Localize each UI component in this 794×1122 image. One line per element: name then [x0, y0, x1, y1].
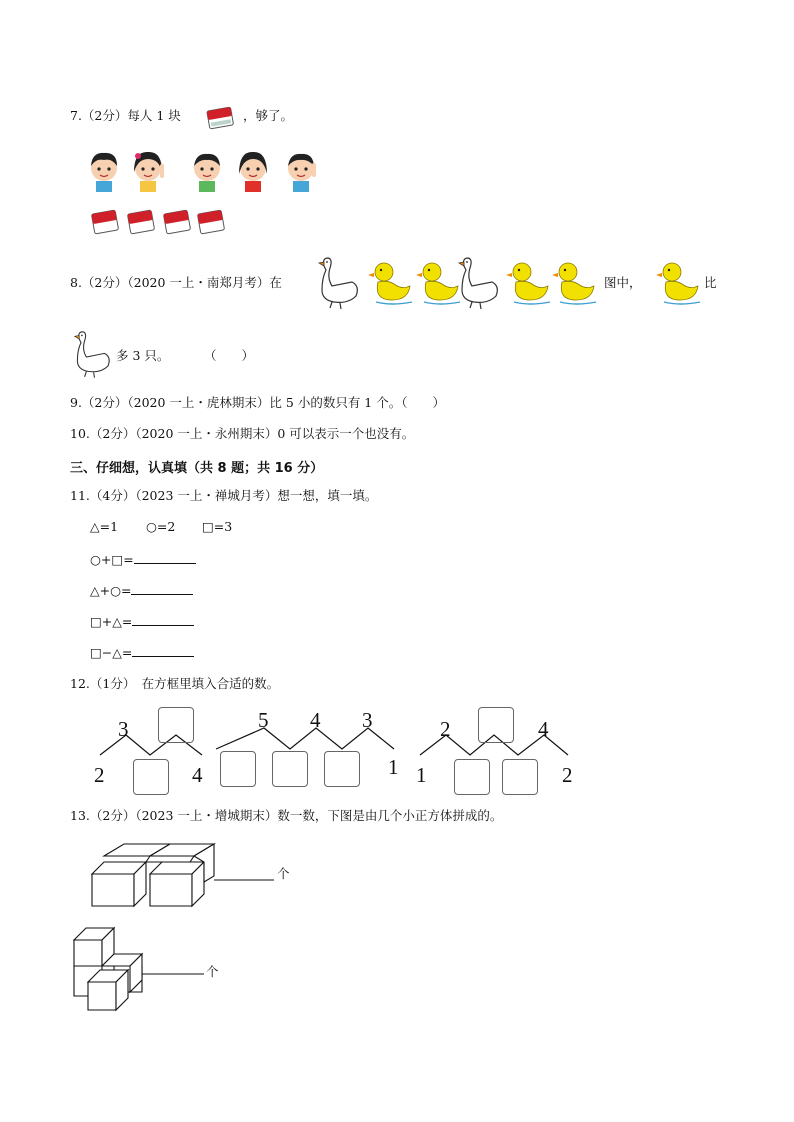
q11-title: 11.（4分）（2023 一上・禅城月考）想一想，填一填。 — [70, 488, 378, 503]
expr-label: □−△= — [90, 645, 133, 660]
tree3-top3: 4 — [538, 717, 549, 741]
q7-suffix: ，够了。 — [243, 108, 294, 123]
expr-label: ○+□= — [90, 552, 134, 567]
tree1-top: 3 — [118, 717, 129, 741]
q13-unit-2: 个 — [206, 964, 219, 979]
tree2-end: 1 — [388, 755, 399, 779]
answer-box[interactable] — [502, 759, 538, 795]
answer-box[interactable] — [454, 759, 490, 795]
q12-title: 12.（1分） 在方框里填入合适的数。 — [70, 676, 280, 691]
tree3-top1: 2 — [440, 717, 451, 741]
q8-end: 比 — [704, 275, 717, 290]
q7-prefix: 7.（2分）每人 1 块 — [70, 108, 181, 123]
tree2-top3: 3 — [362, 708, 373, 732]
q11-given-square: □=3 — [202, 519, 233, 534]
section-title: 三、仔细想，认真填（共 8 题；共 16 分） — [70, 461, 324, 476]
answer-box[interactable] — [272, 751, 308, 787]
q13-unit-1: 个 — [277, 866, 290, 881]
tree2-top1: 5 — [258, 708, 269, 732]
q13-title: 13.（2分）（2023 一上・增城期末）数一数，下图是由几个小正方体拼成的。 — [70, 808, 503, 823]
answer-box[interactable] — [478, 707, 514, 743]
q8-mid: 图中， — [604, 275, 642, 290]
q10-text: 10.（2分）（2020 一上・永州期末）0 可以表示一个也没有。 — [70, 426, 415, 441]
tree1-right: 4 — [192, 763, 203, 787]
tree3-end: 2 — [562, 763, 573, 787]
q8-paren: （ ） — [204, 348, 255, 363]
answer-box[interactable] — [220, 751, 256, 787]
q11-given-triangle: △=1 — [90, 519, 119, 534]
expr-label: △+○= — [90, 583, 132, 598]
tree1-left: 2 — [94, 763, 105, 787]
q11-given-circle: ○=2 — [146, 519, 176, 534]
tree2-top2: 4 — [310, 708, 321, 732]
answer-box[interactable] — [324, 751, 360, 787]
answer-box[interactable] — [133, 759, 169, 795]
answer-box[interactable] — [158, 707, 194, 743]
q9-text: 9.（2分）（2020 一上・虎林期末）比 5 小的数只有 1 个。（ ） — [70, 395, 445, 410]
tree3-left: 1 — [416, 763, 427, 787]
q8-line2: 多 3 只。 — [116, 348, 170, 363]
cube-figure-2 — [72, 926, 212, 1012]
expr-label: □+△= — [90, 614, 133, 629]
cube-figure-1 — [88, 840, 278, 912]
q8-prefix: 8.（2分）（2020 一上・南郑月考）在 — [70, 275, 282, 290]
